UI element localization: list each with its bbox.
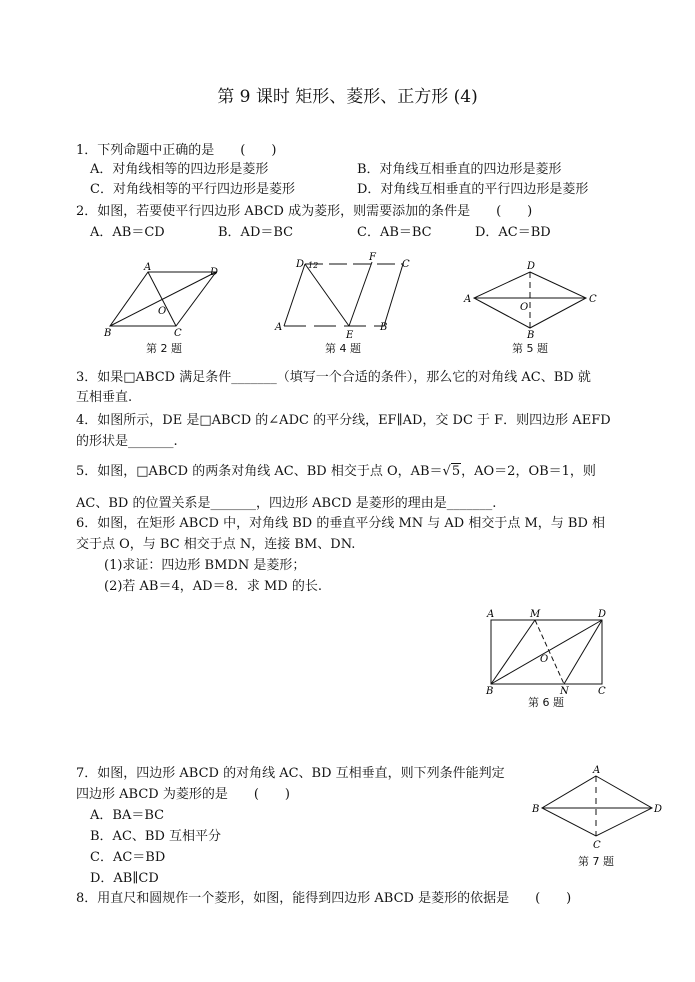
q1-option-a[interactable]: A．对角线相等的四边形是菱形 xyxy=(90,162,269,177)
fig7-label-c: C xyxy=(593,840,601,851)
fig4-label-f: F xyxy=(369,252,376,263)
fig6-segment-dn xyxy=(564,620,602,684)
fig4-caption: 第 4 题 xyxy=(325,342,361,355)
q2-stem: 2．如图，若要使平行四边形 ABCD 成为菱形，则需要添加的条件是 ( ) xyxy=(76,204,533,219)
q6-sub2: (2)若 AB＝4，AD＝8．求 MD 的长. xyxy=(104,579,322,594)
q6-sub1: (1)求证：四边形 BMDN 是菱形； xyxy=(104,558,306,573)
fig4-label-d: D xyxy=(296,259,305,270)
q5-line1-part-a: 5．如图，□ABCD 的两条对角线 AC、BD 相交于点 O，AB＝ xyxy=(76,464,443,479)
q5-line1 xyxy=(76,463,596,481)
fig5-label-c: C xyxy=(589,294,597,305)
fig6-label-d: D xyxy=(598,609,607,620)
q1-option-c[interactable]: C．对角线相等的平行四边形是菱形 xyxy=(90,182,295,197)
q7-line2: 四边形 ABCD 为菱形的是 ( ) xyxy=(76,787,290,802)
page-title: 第 9 课时 矩形、菱形、正方形 (4) xyxy=(217,87,478,107)
fig2-label-c: C xyxy=(174,328,182,339)
fig5-rhombus xyxy=(474,272,586,328)
q2-option-b[interactable]: B．AD＝BC xyxy=(218,225,294,240)
fig5-label-a: A xyxy=(464,294,472,305)
fig7-label-d: D xyxy=(654,804,663,815)
fig4-label-b: B xyxy=(380,322,388,333)
fig5-label-b: B xyxy=(527,330,535,341)
q4-line1: 4．如图所示，DE 是□ABCD 的∠ADC 的平分线，EF∥AD，交 DC 于 F．则四边形 AEFD xyxy=(76,413,611,428)
figure-q2 xyxy=(100,262,228,344)
q7-line1: 7．如图，四边形 ABCD 的对角线 AC、BD 互相垂直，则下列条件能判定 xyxy=(76,766,505,781)
fig5-label-d: D xyxy=(527,261,536,272)
q3-line2: 互相垂直. xyxy=(76,390,133,405)
figure-q6 xyxy=(482,606,612,696)
fig5-caption: 第 5 题 xyxy=(512,342,548,355)
fig6-label-a: A xyxy=(487,609,495,620)
fig2-label-d: D xyxy=(210,267,219,278)
fig4-angle-12: 12 xyxy=(308,261,319,270)
fig4-segment-ef xyxy=(349,262,372,326)
q2-option-c[interactable]: C．AB＝BC xyxy=(357,225,432,240)
fig6-label-c: C xyxy=(598,686,606,696)
q5-sqrt: √5 xyxy=(442,464,461,479)
q7-option-a[interactable]: A．BA＝BC xyxy=(90,808,165,823)
fig2-label-b: B xyxy=(104,328,112,339)
fig4-bisector-de xyxy=(305,264,349,326)
fig6-segment-bm xyxy=(491,620,535,684)
q6-line2: 交于点 O，与 BC 相交于点 N，连接 BM、DN. xyxy=(76,537,356,552)
q1-stem: 1．下列命题中正确的是 ( ) xyxy=(76,143,277,158)
q7-option-c[interactable]: C．AC＝BD xyxy=(90,850,166,865)
figure-q5 xyxy=(460,258,605,344)
q5-line1-part-b: ，AO＝2，OB＝1，则 xyxy=(461,464,596,479)
q7-option-d[interactable]: D．AB∥CD xyxy=(90,871,159,886)
fig7-label-a: A xyxy=(593,765,601,776)
fig4-side-ad xyxy=(284,264,305,326)
fig4-label-c: C xyxy=(402,259,410,270)
q4-line2: 的形状是_______. xyxy=(76,434,178,449)
fig6-diagonal-bd xyxy=(491,620,602,684)
fig4-label-e: E xyxy=(346,330,354,341)
fig2-label-a: A xyxy=(144,262,152,273)
fig2-caption: 第 2 题 xyxy=(146,342,182,355)
q2-option-a[interactable]: A．AB＝CD xyxy=(90,225,165,240)
fig6-segment-mn xyxy=(535,620,564,684)
figure-q7 xyxy=(528,762,668,854)
fig6-label-n: N xyxy=(560,686,569,696)
q1-option-d[interactable]: D．对角线互相垂直的平行四边形是菱形 xyxy=(357,182,589,197)
q1-option-b[interactable]: B．对角线互相垂直的四边形是菱形 xyxy=(357,162,562,177)
fig7-label-b: B xyxy=(532,804,540,815)
fig7-rhombus xyxy=(542,776,652,836)
fig6-label-b: B xyxy=(486,686,494,696)
q2-option-d[interactable]: D．AC＝BD xyxy=(475,225,551,240)
q8-line1: 8．用直尺和圆规作一个菱形，如图，能得到四边形 ABCD 是菱形的依据是 ( ) xyxy=(76,891,572,906)
fig2-label-o: O xyxy=(158,306,167,317)
fig6-label-o: O xyxy=(540,654,549,665)
fig6-label-m: M xyxy=(530,609,541,620)
fig4-label-a: A xyxy=(275,322,283,333)
fig5-label-o: O xyxy=(520,302,529,313)
q7-option-b[interactable]: B．AC、BD 互相平分 xyxy=(90,829,221,844)
q6-line1: 6．如图，在矩形 ABCD 中，对角线 BD 的垂直平分线 MN 与 AD 相交于点 M，与 BD 相 xyxy=(76,516,606,531)
q5-line2: AC、BD 的位置关系是_______，四边形 ABCD 是菱形的理由是_______. xyxy=(76,496,497,511)
q3-line1: 3．如果□ABCD 满足条件_______（填写一个合适的条件），那么它的对角线 AC、BD 就 xyxy=(76,370,591,385)
q5-sqrt-value: 5 xyxy=(451,464,461,479)
fig7-caption: 第 7 题 xyxy=(578,855,614,868)
figure-q4 xyxy=(272,252,422,344)
fig2-diagonal-bd xyxy=(110,272,216,326)
fig6-caption: 第 6 题 xyxy=(528,696,564,709)
fig4-side-bc xyxy=(384,264,403,326)
